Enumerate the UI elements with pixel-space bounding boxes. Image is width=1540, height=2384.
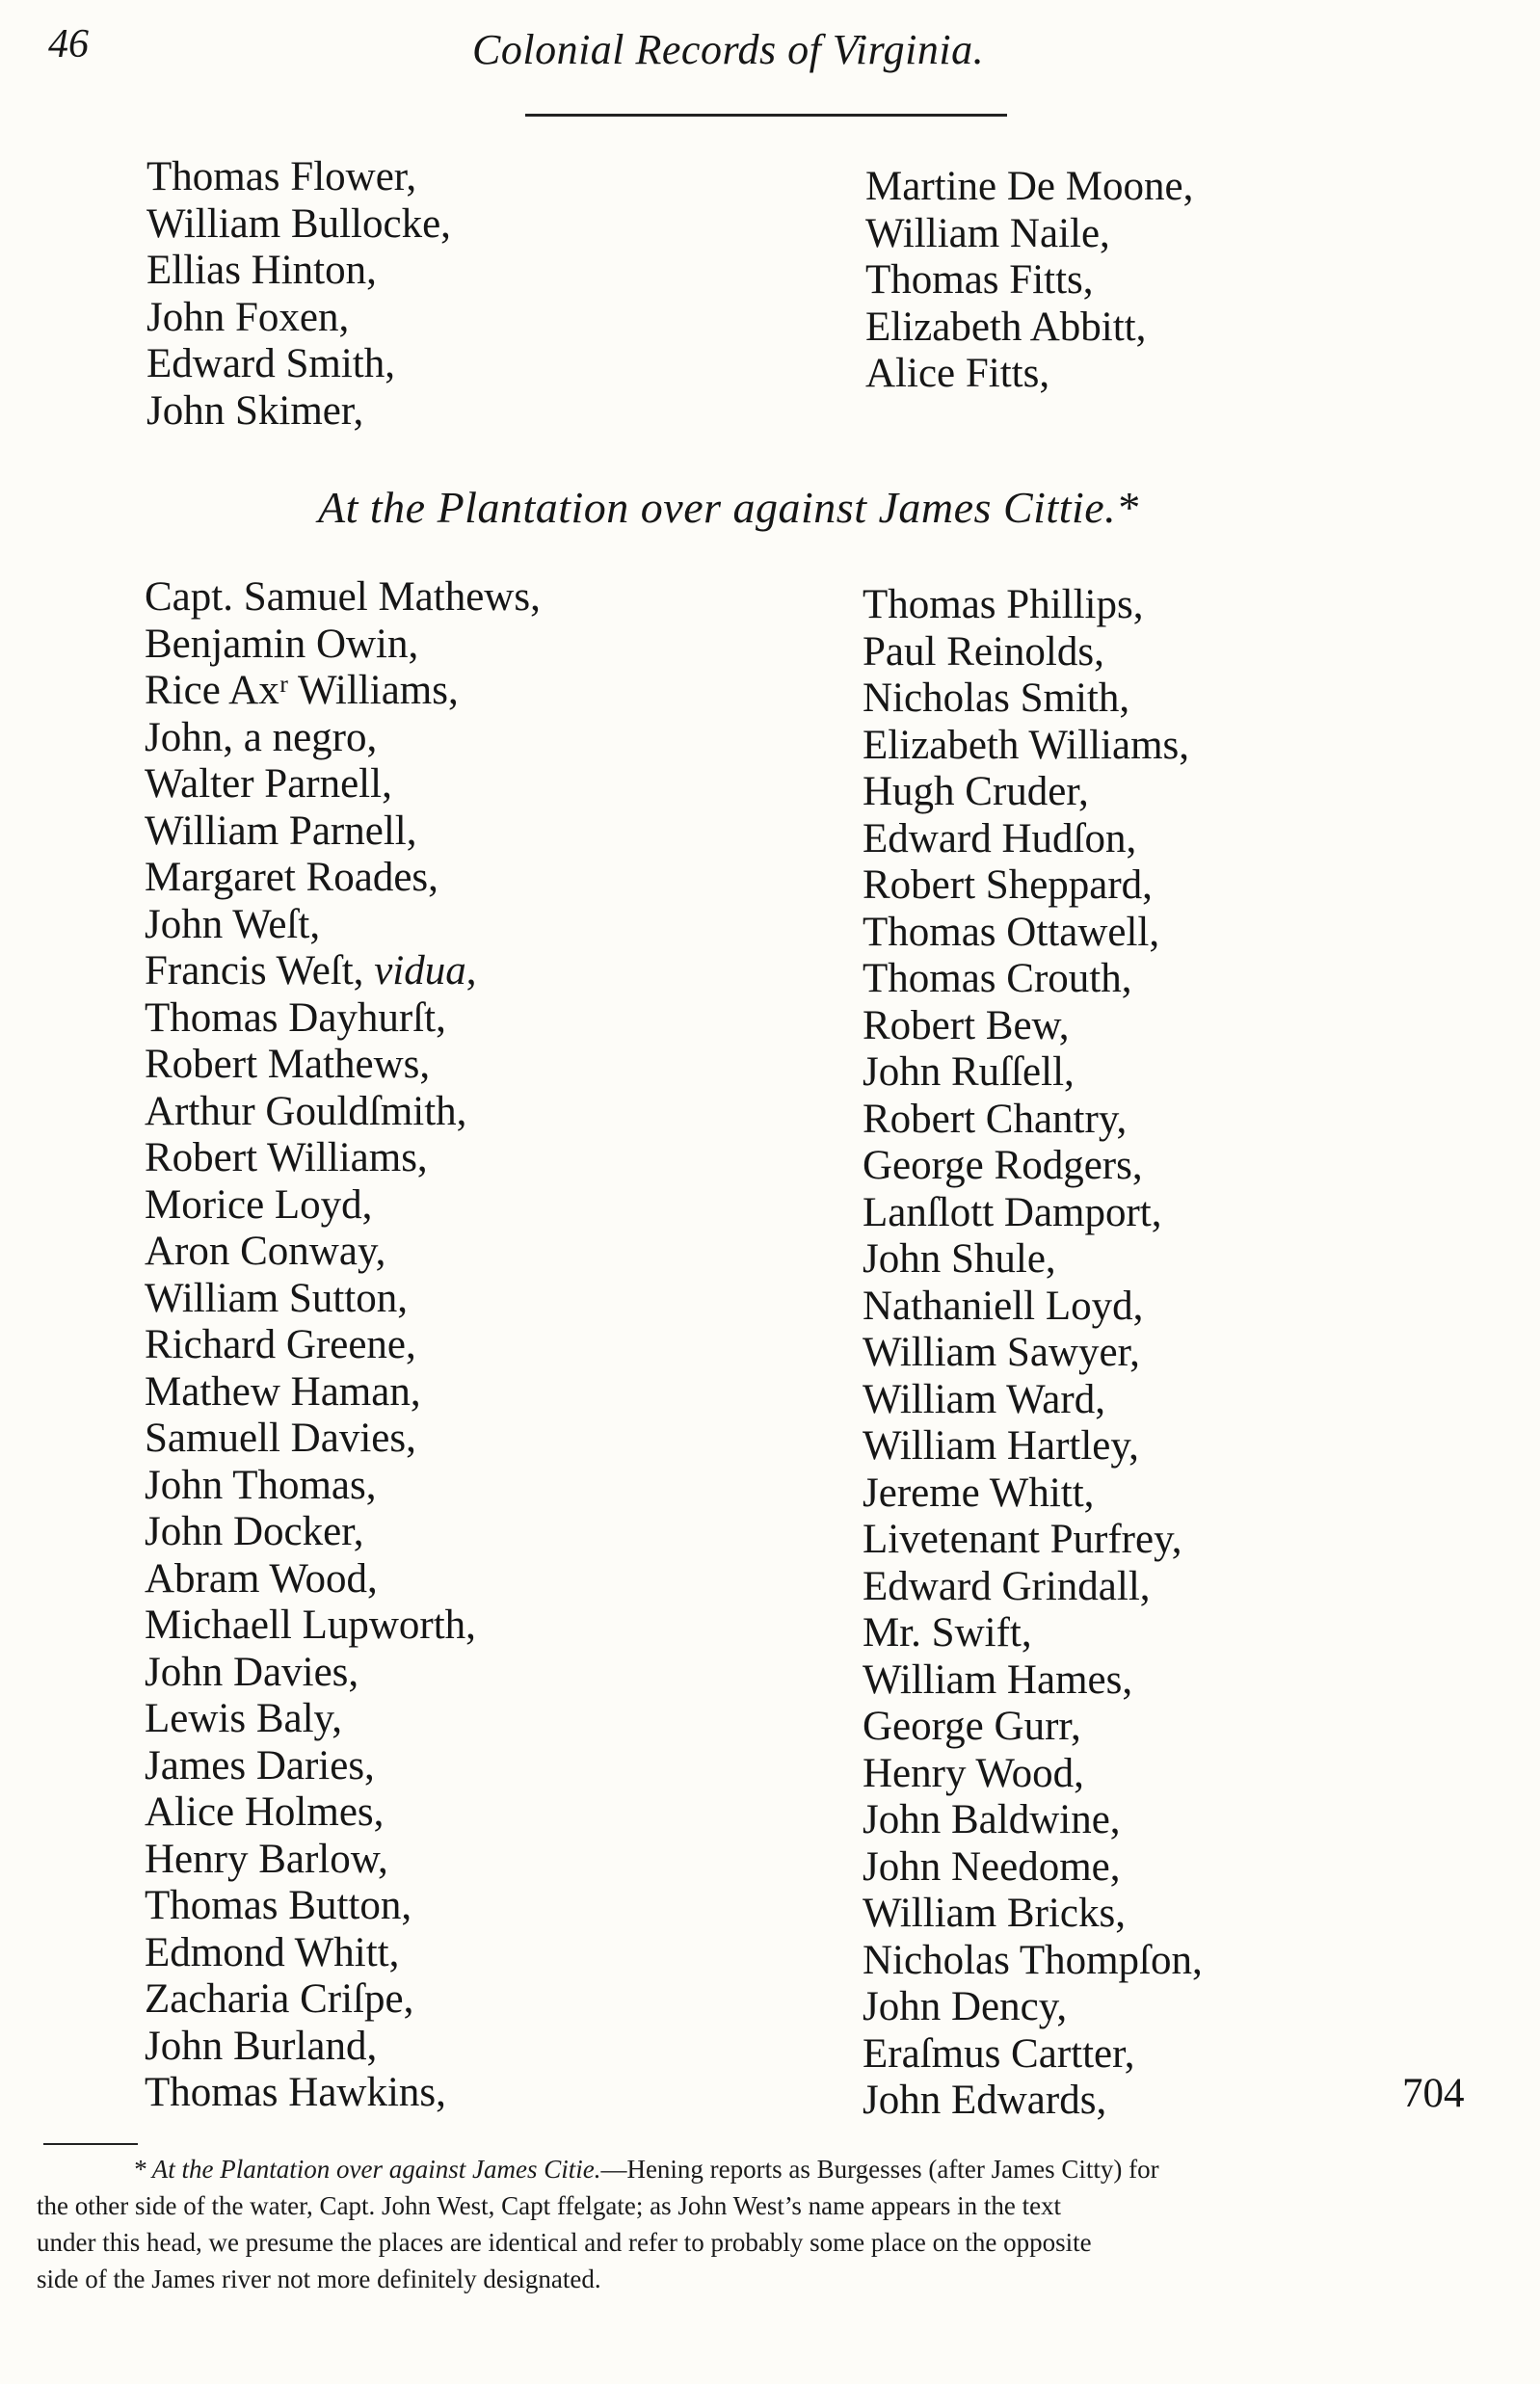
list-entry: Abram Wood, [145,1555,378,1602]
list-entry: John Ruſſell, [863,1049,1075,1095]
list-entry: William Bullocke, [146,200,451,247]
footnote-line: the other side of the water, Capt. John West, Capt ffelgate; as John West’s name appears in the text [37,2191,1062,2220]
page-header [48,21,1156,79]
list-entry: William Hartley, [863,1423,1139,1469]
list-entry: John Foxen, [146,294,350,340]
list-entry: Henry Wood, [863,1750,1084,1796]
list-entry: Rice Axʳ Williams, [145,668,459,713]
list-entry: Thomas Button, [145,1883,412,1928]
list-entry: Edmond Whitt, [145,1929,400,1975]
footnote-line: side of the James river not more definitely designated. [37,2265,601,2293]
list-entry: Alice Fitts, [865,351,1050,396]
list-entry: Margaret Roades, [145,855,438,900]
list-entry: Edward Smith, [146,341,395,386]
list-entry: William Sawyer, [863,1330,1140,1375]
list-entry: Edward Hudſon, [863,815,1137,861]
list-entry: Lanſlott Damport, [863,1189,1162,1235]
list-entry: Lewis Baly, [145,1696,343,1741]
header-rule [525,114,1007,117]
main-list-right-column [863,582,1203,2125]
footnote-line [37,2151,1482,2187]
list-entry: Ellias Hinton, [146,248,377,293]
list-entry: Zacharia Criſpe, [145,1976,414,2022]
latin-term: vidua [374,948,466,993]
list-entry: Nicholas Smith, [863,675,1130,721]
list-entry: Elizabeth Williams, [863,722,1190,768]
list-entry: Thomas Fitts, [865,257,1094,303]
list-entry: Thomas Crouth, [863,956,1132,1001]
footnote-rule [43,2143,138,2145]
list-entry: Thomas Dayhurſt, [145,994,446,1041]
list-entry: John Skimer, [146,387,364,434]
list-entry: Thomas Ottawell, [863,909,1160,955]
list-entry: Thomas Hawkins, [145,2070,446,2115]
running-title: Colonial Records of Virginia. [472,26,985,73]
list-entry: Paul Reinolds, [863,628,1104,675]
footnote-line: under this head, we presume the places are identical and refer to probably some place on the opposite [37,2228,1092,2257]
list-entry: Robert Chantry, [863,1096,1128,1142]
list-entry: Edward Grindall, [863,1563,1151,1609]
list-entry: William Bricks, [863,1891,1126,1936]
footnote [37,2151,1482,2297]
list-entry: William Naile, [865,210,1110,256]
list-entry: Michaell Lupworth, [145,1603,476,1648]
list-entry: Livetenant Purfrey, [863,1517,1182,1562]
list-entry: Thomas Flower, [146,154,417,199]
list-entry: Henry Barlow, [145,1836,388,1882]
top-list-right-column [865,164,1193,398]
list-entry: Mathew Haman, [145,1368,421,1415]
section-heading: At the Plantation over against James Cittie.* [318,483,1139,532]
footnote-line-text: —Hening reports as Burgesses (after James Citty) for [600,2155,1159,2184]
list-entry: Martine De Moone, [865,164,1194,209]
list-entry: Capt. Samuel Mathews, [145,574,541,620]
main-list-left-column [145,574,541,2117]
list-entry: George Rodgers, [863,1143,1143,1188]
list-entry: John, a negro, [145,714,378,760]
list-entry: Robert Bew, [863,1002,1070,1048]
list-entry: Richard Greene, [145,1322,416,1367]
footnote-lead: * At the Plantation over against James Citie. [133,2155,601,2184]
list-entry: William Ward, [863,1376,1105,1422]
list-entry: Eraſmus Cartter, [863,2030,1135,2077]
list-entry: John Needome, [863,1843,1121,1890]
list-entry: John Docker, [145,1509,364,1554]
list-entry: John Burland, [145,2023,378,2069]
list-entry: John Davies, [145,1649,359,1695]
list-entry: Aron Conway, [145,1229,386,1274]
list-entry: Nathaniell Loyd, [863,1283,1144,1329]
list-entry: George Gurr, [863,1704,1081,1749]
list-entry: Robert Williams, [145,1135,428,1180]
list-entry: William Parnell, [145,808,417,854]
list-entry: John Baldwine, [863,1797,1121,1842]
list-entry: John Edwards, [863,2078,1107,2123]
list-entry: John Dency, [863,1984,1068,2029]
list-entry: Alice Holmes, [145,1789,385,1835]
page-number: 46 [48,22,89,66]
list-entry: Jereme Whitt, [863,1470,1095,1516]
list-entry: William Hames, [863,1656,1133,1703]
list-entry: Robert Sheppard, [863,862,1153,908]
list-entry: Francis Weſt, vidua, [145,948,477,993]
list-entry: Walter Parnell, [145,761,392,807]
list-entry: Arthur Gouldſmith, [145,1088,467,1134]
list-entry: James Daries, [145,1742,375,1788]
top-list-left-column [146,154,451,435]
list-entry: Benjamin Owin, [145,621,419,667]
list-entry: John Shule, [863,1236,1056,1282]
list-entry: Samuell Davies, [145,1416,416,1461]
list-entry: Nicholas Thompſon, [863,1937,1203,1983]
list-entry: Morice Loyd, [145,1181,373,1228]
list-entry: Robert Mathews, [145,1042,431,1087]
list-entry: Elizabeth Abbitt, [865,304,1147,350]
list-entry: Mr. Swift, [863,1610,1032,1656]
list-entry: John Thomas, [145,1462,377,1508]
list-entry: Hugh Cruder, [863,769,1089,814]
signature-mark: 704 [1402,2071,1465,2116]
list-entry: John Weſt, [145,901,321,947]
list-entry: Thomas Phillips, [863,582,1144,627]
list-entry: William Sutton, [145,1275,408,1321]
